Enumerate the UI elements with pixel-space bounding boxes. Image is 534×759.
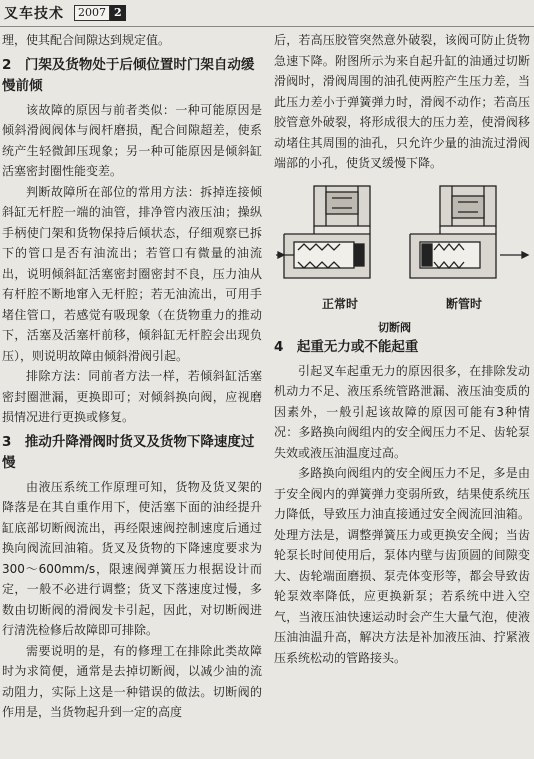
right-column [274, 30, 530, 668]
section-2-paragraph-3: 排除方法：同前者方法一样，若倾斜缸活塞密封圈泄漏，更换即可；对倾斜换向阀，应视磨损情况进行更换或修复。 [2, 369, 262, 424]
caption-break: 断管时 [446, 296, 483, 311]
section-2-paragraph-1: 该故障的原因与前者类似：一种可能原因是倾斜滑阀阀体与阀杆磨损，配合间隙超差，使系统产生轻微卸压现象；另一种可能原因是倾斜缸活塞密封圈性能变差。 [2, 102, 262, 178]
header-divider [0, 26, 534, 27]
section-4-paragraph-2: 多路换向阀组内的安全阀压力不足，多是由于安全阀内的弹簧弹力变弱所致，结果使系统压力降低，导致压力油直接通过安全阀流回油箱。处理方法是，调整弹簧压力或更换安全阀；当齿轮泵长时间使用后，泵体内壁与齿顶圆的间隙变大、齿轮端面磨损、泵壳体变形等，都会导致齿轮泵效率降低，应更换新泵；若系统中进入空气，当液压油快速运动时会产生大量气泡，使液压油油温升高，解决方法是补加液压油、拧紧液压系统松动的管路接头。 [274, 466, 530, 665]
page-header [0, 0, 534, 26]
cutoff-valve-figure [274, 178, 530, 333]
section-3-paragraph-2: 需要说明的是，有的修理工在排除此类故障时为求简便，通常是去掉切断阀，以减少油的流动阻力，实际上这是一种错误的做法。切断阀的作用是，当货物起升到一定的高度 [2, 643, 262, 719]
cutoff-valve-diagram [274, 178, 530, 298]
section-3-paragraph-1: 由液压系统工作原理可知，货物及货叉架的降落是在其自重作用下，使活塞下面的油经提升缸底部切断阀流出，再经限速阀控制速度后通过换向阀流回油箱。货叉及货物的下降速度要求为300～600mm/s，限速阀弹簧压力根据设计而定，一般不必进行调整；货叉下落速度过慢，多数由切断阀的滑阀发卡引起，因此，对切断阀进行清洗检修后故障即可排除。 [2, 479, 262, 637]
paragraph-continued-right: 后，若高压胶管突然意外破裂，该阀可防止货物急速下降。附图所示为来自起升缸的油通过切断滑阀时，滑阀周围的油孔使两腔产生压力差，当此压力差小于弹簧弹力时，滑阀不动作；若高压胶管意外破裂，将形成很大的压力差，使滑阀移动堵住其周围的油孔，只允许少量的油流过滑阀端部的小孔，使货叉缓慢下降。 [274, 33, 530, 170]
year-badge: 2007 [74, 5, 110, 21]
section-2-paragraph-2: 判断故障所在部位的常用方法：拆掉连接倾斜缸无杆腔一端的油管，排净管内液压油；操纵手柄使门架和货物保持后倾状态，仔细观察已拆下的管口是否有油流出；若管口有微量的油流出，说明倾斜缸活塞密封圈密封不良，压力油从有杆腔不断地窜入无杆腔；若无油流出，可用手堵住管口，若感觉有吸现象（在货物重力的推动下，活塞及活塞杆前移，倾斜缸无杆腔会出现负压），则说明故障由倾斜滑阀引起。 [2, 184, 262, 363]
section-4-heading: 4 起重无力或不能起重 [274, 338, 419, 355]
figure-title: 切断阀 [378, 320, 411, 334]
journal-title: 叉车技术 [4, 6, 64, 22]
left-column [2, 30, 262, 723]
section-2-heading: 2 门架及货物处于后倾位置时门架自动缓慢前倾 [2, 56, 255, 94]
issue-badge: 2 [110, 5, 126, 21]
section-3-heading: 3 推动升降滑阀时货叉及货物下降速度过慢 [2, 433, 255, 471]
section-4-paragraph-1: 引起叉车起重无力的原因很多，在排除发动机动力不足、液压系统管路泄漏、液压油变质的因素外，一般引起该故障的原因可能有3种情况：多路换向阀组内的安全阀压力不足、齿轮泵失效或液压油温度过高。 [274, 363, 530, 460]
paragraph-continued: 理，使其配合间隙达到规定值。 [2, 33, 171, 47]
caption-normal: 正常时 [322, 296, 359, 311]
valve-normal-drawing [276, 186, 370, 278]
valve-break-drawing [410, 186, 528, 278]
